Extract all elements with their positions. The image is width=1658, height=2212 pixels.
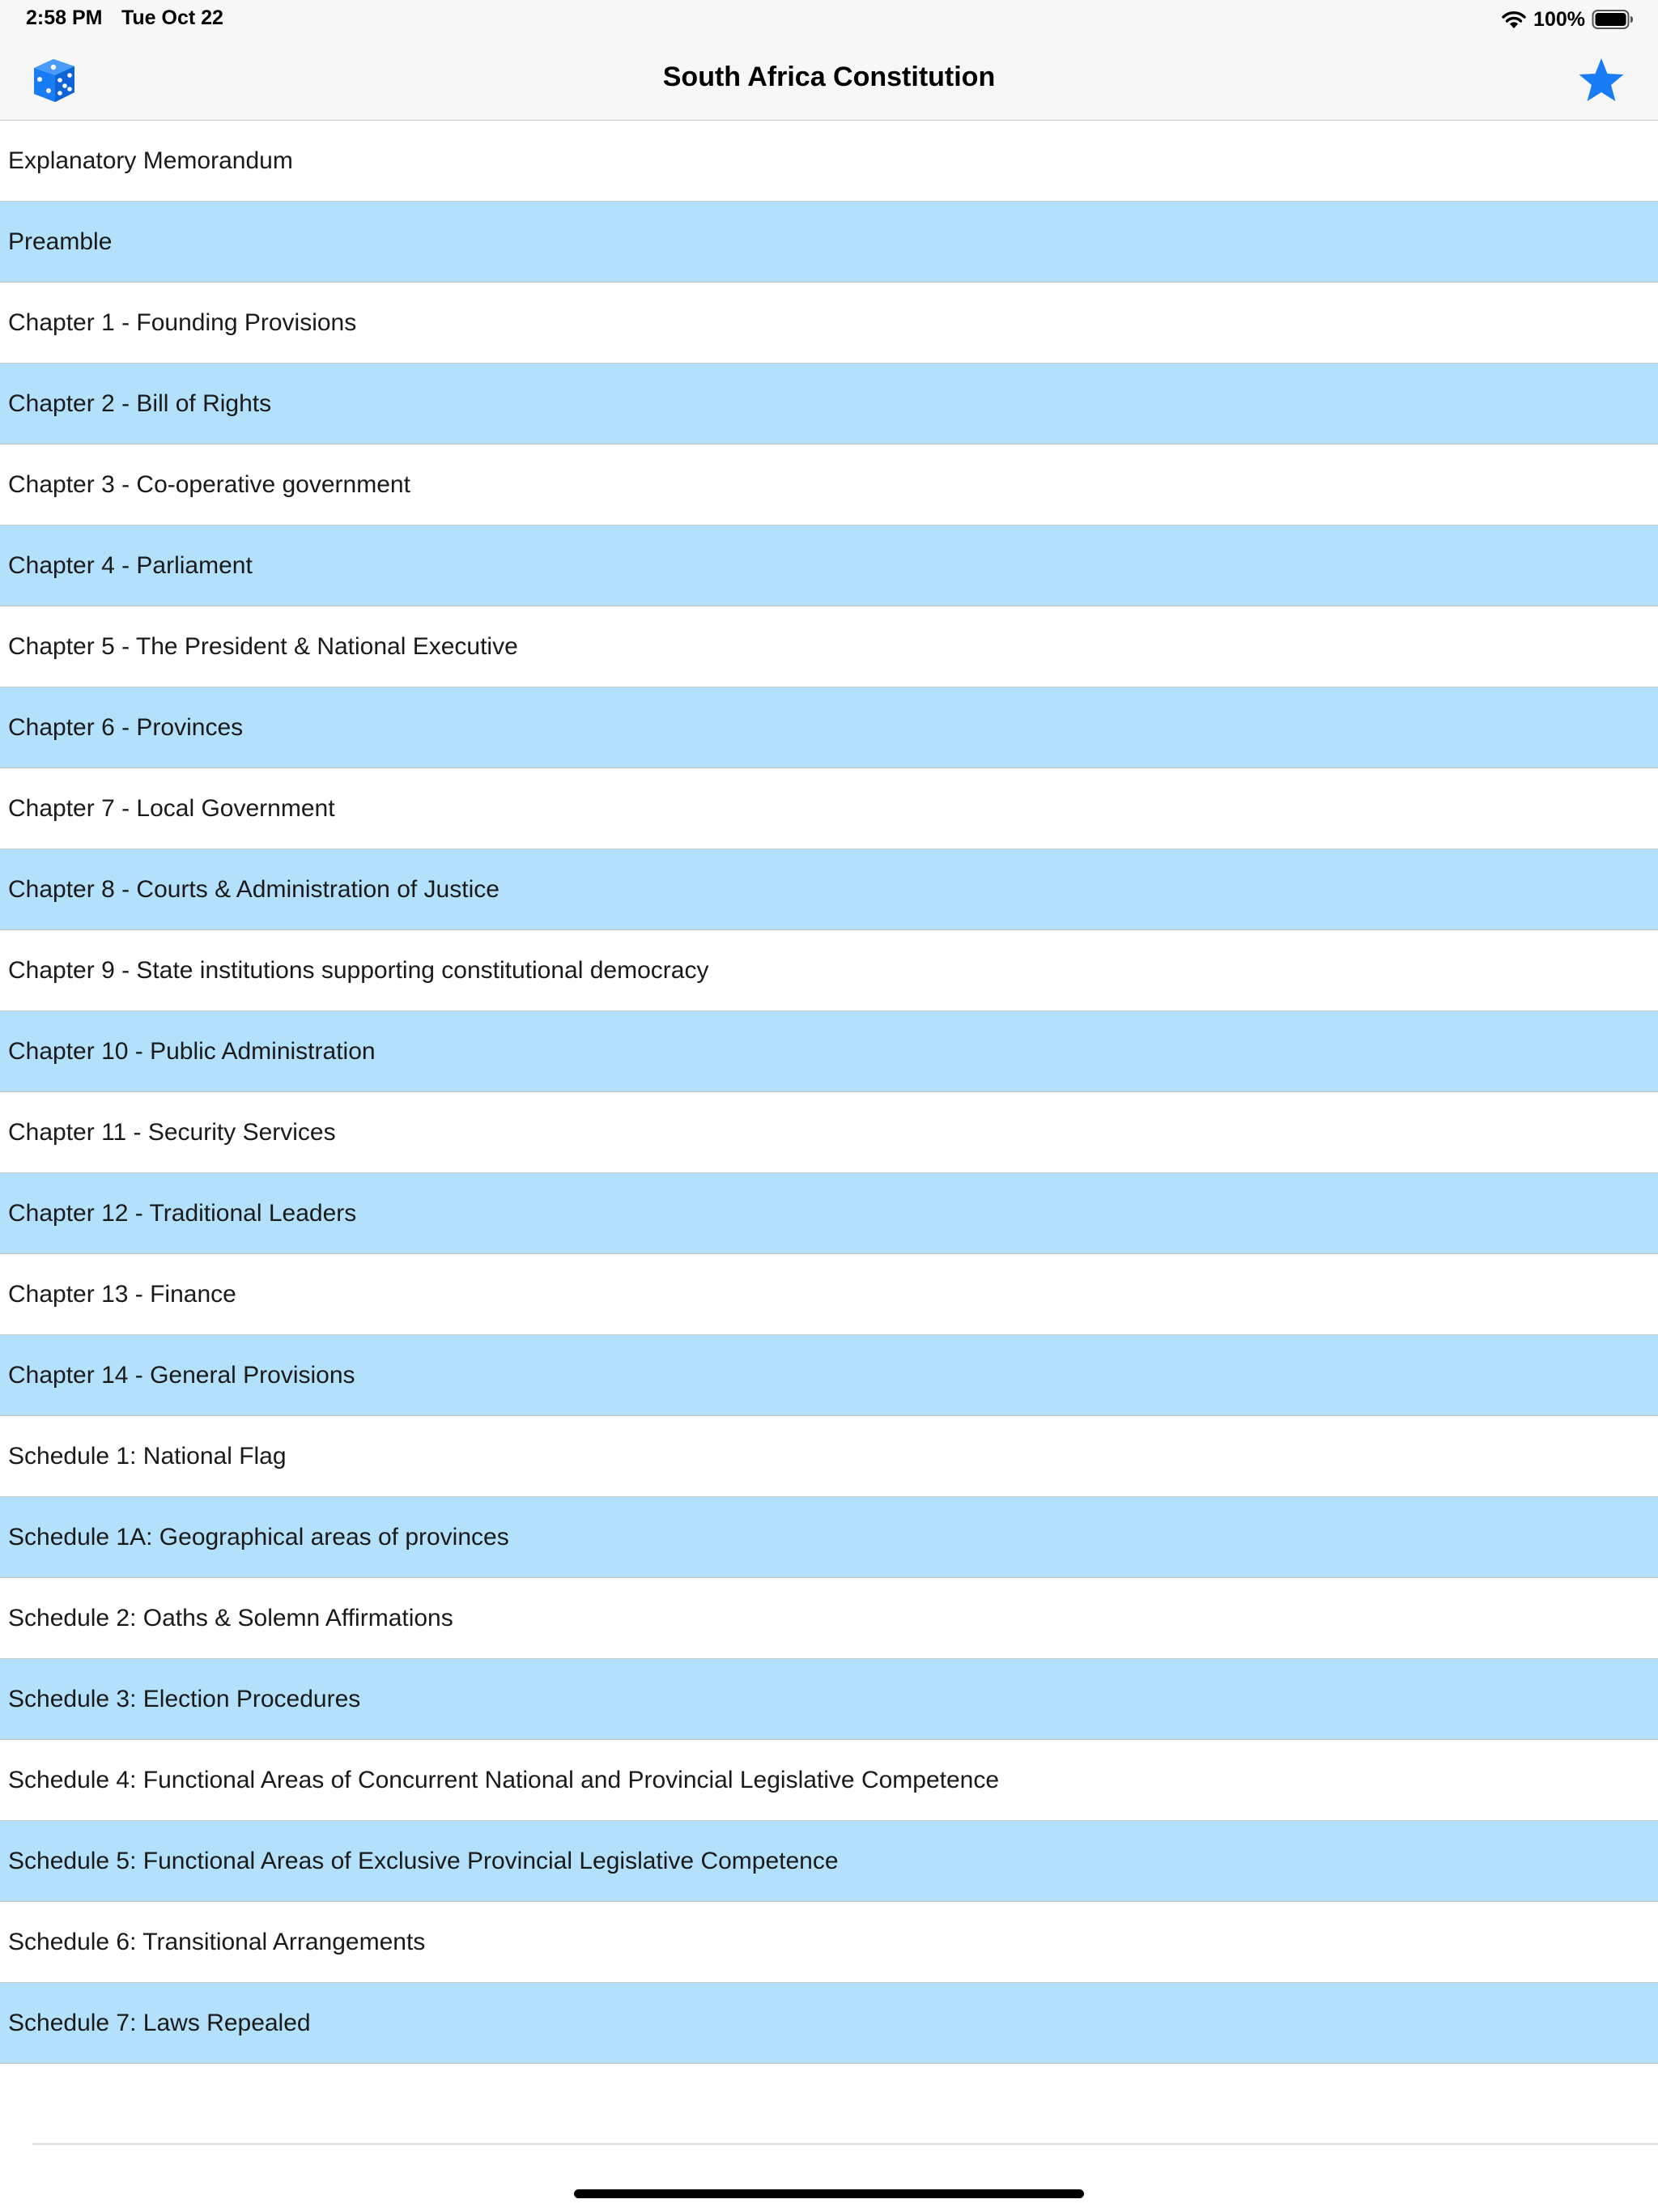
list-item-label: Chapter 12 - Traditional Leaders [8, 1199, 357, 1227]
list-item-label: Chapter 10 - Public Administration [8, 1037, 376, 1065]
favorites-star-button[interactable] [1577, 57, 1626, 104]
list-item-label: Chapter 14 - General Provisions [8, 1361, 355, 1389]
list-item-label: Schedule 5: Functional Areas of Exclusive Provincial Legislative Competence [8, 1847, 839, 1874]
list-item-label: Chapter 5 - The President & National Executive [8, 632, 518, 660]
list-item[interactable] [0, 768, 1658, 849]
list-item[interactable] [0, 1740, 1658, 1821]
status-date: Tue Oct 22 [121, 6, 223, 29]
list-item-label: Chapter 4 - Parliament [8, 551, 253, 579]
list-item-label: Chapter 11 - Security Services [8, 1118, 336, 1146]
list-item-label: Chapter 2 - Bill of Rights [8, 389, 272, 417]
list-item[interactable] [0, 1902, 1658, 1983]
dice-icon [29, 95, 79, 108]
list-item-label: Schedule 1: National Flag [8, 1442, 287, 1470]
status-bar [0, 0, 1658, 39]
battery-percentage: 100% [1533, 7, 1585, 31]
footer-divider [32, 2143, 1658, 2145]
list-item[interactable] [0, 283, 1658, 364]
status-indicators [1501, 6, 1634, 32]
list-item[interactable] [0, 1821, 1658, 1902]
list-item-label: Explanatory Memorandum [8, 147, 293, 174]
list-item[interactable] [0, 849, 1658, 930]
list-item[interactable] [0, 445, 1658, 525]
list-item[interactable] [0, 1254, 1658, 1335]
list-item[interactable] [0, 1092, 1658, 1173]
list-item[interactable] [0, 1011, 1658, 1092]
list-item[interactable] [0, 1659, 1658, 1740]
list-item-label: Chapter 13 - Finance [8, 1280, 236, 1308]
home-indicator[interactable] [574, 2189, 1084, 2198]
list-item-label: Schedule 4: Functional Areas of Concurrent National and Provincial Legislative Competence [8, 1766, 1000, 1793]
list-item-label: Preamble [8, 228, 113, 255]
list-item[interactable] [0, 1497, 1658, 1578]
list-item[interactable] [0, 1416, 1658, 1497]
list-item[interactable] [0, 930, 1658, 1011]
list-item[interactable] [0, 687, 1658, 768]
table-of-contents-list [0, 121, 1658, 2064]
list-item-label: Chapter 7 - Local Government [8, 794, 335, 822]
star-icon [1577, 93, 1626, 107]
list-item-label: Chapter 6 - Provinces [8, 713, 244, 741]
list-item[interactable] [0, 202, 1658, 283]
list-item-label: Chapter 9 - State institutions supporting constitutional democracy [8, 956, 709, 984]
list-item[interactable] [0, 121, 1658, 202]
list-item[interactable] [0, 1983, 1658, 2064]
list-item-label: Schedule 3: Election Procedures [8, 1685, 361, 1712]
list-item[interactable] [0, 525, 1658, 606]
list-item[interactable] [0, 606, 1658, 687]
list-item-label: Schedule 6: Transitional Arrangements [8, 1928, 426, 1955]
list-item-label: Chapter 8 - Courts & Administration of Justice [8, 875, 500, 903]
list-item-label: Schedule 2: Oaths & Solemn Affirmations [8, 1604, 453, 1631]
list-item-label: Chapter 3 - Co-operative government [8, 470, 410, 498]
list-item-label: Chapter 1 - Founding Provisions [8, 308, 357, 336]
list-item[interactable] [0, 1578, 1658, 1659]
status-time: 2:58 PM [26, 6, 103, 29]
list-item-label: Schedule 7: Laws Repealed [8, 2009, 311, 2036]
page-title: South Africa Constitution [662, 62, 996, 92]
battery-icon [1592, 9, 1634, 30]
wifi-icon [1501, 9, 1527, 30]
list-item[interactable] [0, 1335, 1658, 1416]
list-item[interactable] [0, 364, 1658, 445]
list-item[interactable] [0, 1173, 1658, 1254]
top-bar [0, 0, 1658, 121]
navigation-bar [0, 39, 1658, 120]
list-item-label: Schedule 1A: Geographical areas of provinces [8, 1523, 509, 1551]
